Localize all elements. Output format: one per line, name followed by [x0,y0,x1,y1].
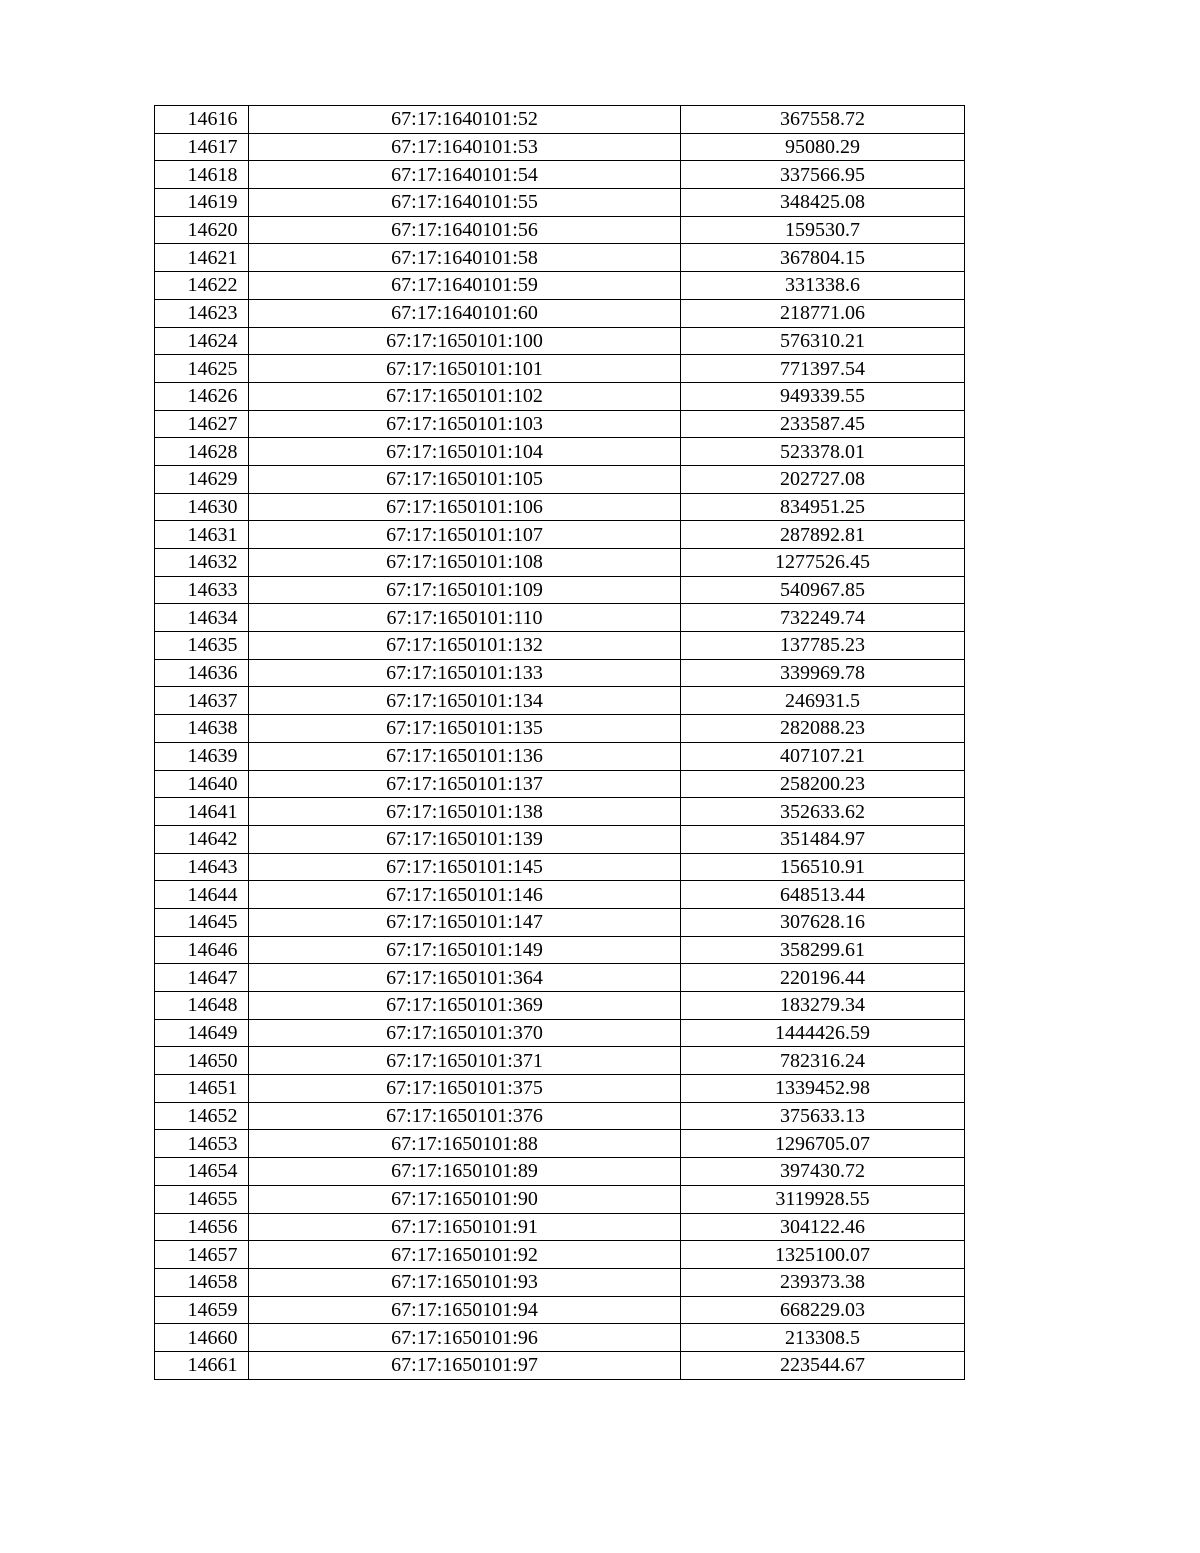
cadastral-number-cell: 67:17:1650101:146 [249,881,681,909]
cadastral-value-cell: 218771.06 [681,299,965,327]
table-row [155,355,965,383]
row-number-cell: 14644 [155,881,249,909]
row-number-cell: 14643 [155,853,249,881]
cadastral-value-cell: 223544.67 [681,1351,965,1379]
row-number-cell: 14621 [155,244,249,272]
cadastral-number-cell: 67:17:1650101:369 [249,992,681,1020]
row-number-cell: 14632 [155,549,249,577]
cadastral-value-cell: 159530.7 [681,216,965,244]
cadastral-value-cell: 523378.01 [681,438,965,466]
cadastral-number-cell: 67:17:1650101:109 [249,576,681,604]
cadastral-number-cell: 67:17:1650101:138 [249,798,681,826]
cadastral-number-cell: 67:17:1650101:149 [249,936,681,964]
table-row [155,881,965,909]
cadastral-value-cell: 375633.13 [681,1102,965,1130]
cadastral-number-cell: 67:17:1650101:139 [249,825,681,853]
row-number-cell: 14657 [155,1241,249,1269]
table-row [155,1241,965,1269]
row-number-cell: 14642 [155,825,249,853]
table-row [155,299,965,327]
cadastral-number-cell: 67:17:1650101:133 [249,659,681,687]
cadastral-value-cell: 397430.72 [681,1158,965,1186]
cadastral-value-cell: 307628.16 [681,908,965,936]
cadastral-value-cell: 668229.03 [681,1296,965,1324]
cadastral-value-cell: 202727.08 [681,465,965,493]
cadastral-value-cell: 287892.81 [681,521,965,549]
table-row [155,410,965,438]
cadastral-number-cell: 67:17:1650101:92 [249,1241,681,1269]
table-row [155,908,965,936]
cadastral-value-cell: 95080.29 [681,133,965,161]
row-number-cell: 14636 [155,659,249,687]
row-number-cell: 14654 [155,1158,249,1186]
cadastral-value-cell: 156510.91 [681,853,965,881]
cadastral-value-cell: 834951.25 [681,493,965,521]
cadastral-number-cell: 67:17:1650101:136 [249,742,681,770]
cadastral-value-cell: 282088.23 [681,715,965,743]
table-row [155,936,965,964]
table-row [155,1019,965,1047]
table-row [155,1213,965,1241]
table-row [155,1185,965,1213]
cadastral-number-cell: 67:17:1640101:55 [249,189,681,217]
row-number-cell: 14628 [155,438,249,466]
document-page [154,105,965,1380]
row-number-cell: 14619 [155,189,249,217]
cadastral-number-cell: 67:17:1650101:364 [249,964,681,992]
table-row [155,521,965,549]
table-row [155,493,965,521]
cadastral-number-cell: 67:17:1650101:104 [249,438,681,466]
cadastral-number-cell: 67:17:1650101:371 [249,1047,681,1075]
row-number-cell: 14620 [155,216,249,244]
cadastral-number-cell: 67:17:1650101:96 [249,1324,681,1352]
cadastral-number-cell: 67:17:1650101:147 [249,908,681,936]
table-row [155,964,965,992]
table-row [155,687,965,715]
cadastral-number-cell: 67:17:1650101:100 [249,327,681,355]
row-number-cell: 14631 [155,521,249,549]
cadastral-number-cell: 67:17:1640101:54 [249,161,681,189]
cadastral-number-cell: 67:17:1650101:375 [249,1075,681,1103]
cadastral-number-cell: 67:17:1650101:108 [249,549,681,577]
table-row [155,992,965,1020]
cadastral-value-cell: 648513.44 [681,881,965,909]
table-row [155,770,965,798]
cadastral-value-cell: 348425.08 [681,189,965,217]
cadastral-number-cell: 67:17:1650101:107 [249,521,681,549]
table-row [155,327,965,355]
cadastral-value-cell: 183279.34 [681,992,965,1020]
row-number-cell: 14616 [155,106,249,134]
table-row [155,1158,965,1186]
table-row [155,825,965,853]
table-row [155,576,965,604]
table-row [155,604,965,632]
table-row [155,1075,965,1103]
cadastral-value-cell: 367804.15 [681,244,965,272]
row-number-cell: 14639 [155,742,249,770]
row-number-cell: 14624 [155,327,249,355]
cadastral-number-cell: 67:17:1650101:134 [249,687,681,715]
row-number-cell: 14655 [155,1185,249,1213]
table-row [155,1324,965,1352]
cadastral-value-cell: 782316.24 [681,1047,965,1075]
cadastral-value-cell: 1339452.98 [681,1075,965,1103]
cadastral-value-cell: 1277526.45 [681,549,965,577]
cadastral-value-cell: 351484.97 [681,825,965,853]
table-row [155,216,965,244]
row-number-cell: 14656 [155,1213,249,1241]
row-number-cell: 14622 [155,272,249,300]
table-body [155,106,965,1380]
cadastral-value-cell: 1444426.59 [681,1019,965,1047]
cadastral-value-cell: 220196.44 [681,964,965,992]
cadastral-number-cell: 67:17:1650101:88 [249,1130,681,1158]
table-row [155,1130,965,1158]
table-row [155,133,965,161]
row-number-cell: 14633 [155,576,249,604]
cadastral-value-cell: 137785.23 [681,632,965,660]
cadastral-number-cell: 67:17:1650101:132 [249,632,681,660]
table-row [155,438,965,466]
table-row [155,1047,965,1075]
table-row [155,632,965,660]
row-number-cell: 14638 [155,715,249,743]
row-number-cell: 14660 [155,1324,249,1352]
cadastral-number-cell: 67:17:1640101:58 [249,244,681,272]
cadastral-value-cell: 540967.85 [681,576,965,604]
cadastral-number-cell: 67:17:1640101:53 [249,133,681,161]
cadastral-value-cell: 358299.61 [681,936,965,964]
row-number-cell: 14637 [155,687,249,715]
cadastral-number-cell: 67:17:1650101:91 [249,1213,681,1241]
row-number-cell: 14649 [155,1019,249,1047]
cadastral-value-cell: 352633.62 [681,798,965,826]
cadastral-value-cell: 1296705.07 [681,1130,965,1158]
row-number-cell: 14629 [155,465,249,493]
row-number-cell: 14645 [155,908,249,936]
table-row [155,1296,965,1324]
row-number-cell: 14641 [155,798,249,826]
row-number-cell: 14634 [155,604,249,632]
cadastral-value-cell: 304122.46 [681,1213,965,1241]
cadastral-value-table [154,105,965,1380]
row-number-cell: 14635 [155,632,249,660]
cadastral-number-cell: 67:17:1650101:376 [249,1102,681,1130]
cadastral-value-cell: 576310.21 [681,327,965,355]
cadastral-value-cell: 339969.78 [681,659,965,687]
row-number-cell: 14625 [155,355,249,383]
row-number-cell: 14627 [155,410,249,438]
table-row [155,382,965,410]
row-number-cell: 14647 [155,964,249,992]
row-number-cell: 14630 [155,493,249,521]
cadastral-value-cell: 771397.54 [681,355,965,383]
row-number-cell: 14623 [155,299,249,327]
row-number-cell: 14650 [155,1047,249,1075]
cadastral-number-cell: 67:17:1650101:370 [249,1019,681,1047]
table-row [155,1351,965,1379]
cadastral-value-cell: 213308.5 [681,1324,965,1352]
table-row [155,853,965,881]
cadastral-number-cell: 67:17:1650101:94 [249,1296,681,1324]
row-number-cell: 14648 [155,992,249,1020]
cadastral-value-cell: 331338.6 [681,272,965,300]
cadastral-value-cell: 732249.74 [681,604,965,632]
table-row [155,715,965,743]
row-number-cell: 14651 [155,1075,249,1103]
row-number-cell: 14646 [155,936,249,964]
row-number-cell: 14618 [155,161,249,189]
row-number-cell: 14626 [155,382,249,410]
cadastral-number-cell: 67:17:1650101:110 [249,604,681,632]
cadastral-number-cell: 67:17:1650101:90 [249,1185,681,1213]
cadastral-value-cell: 949339.55 [681,382,965,410]
cadastral-number-cell: 67:17:1640101:56 [249,216,681,244]
row-number-cell: 14617 [155,133,249,161]
cadastral-number-cell: 67:17:1650101:145 [249,853,681,881]
cadastral-number-cell: 67:17:1650101:101 [249,355,681,383]
cadastral-value-cell: 1325100.07 [681,1241,965,1269]
table-row [155,161,965,189]
table-row [155,798,965,826]
cadastral-value-cell: 239373.38 [681,1268,965,1296]
table-row [155,742,965,770]
cadastral-value-cell: 246931.5 [681,687,965,715]
cadastral-value-cell: 407107.21 [681,742,965,770]
cadastral-value-cell: 367558.72 [681,106,965,134]
row-number-cell: 14652 [155,1102,249,1130]
table-row [155,465,965,493]
table-row [155,1102,965,1130]
cadastral-number-cell: 67:17:1650101:105 [249,465,681,493]
cadastral-number-cell: 67:17:1650101:103 [249,410,681,438]
cadastral-number-cell: 67:17:1640101:59 [249,272,681,300]
cadastral-number-cell: 67:17:1650101:93 [249,1268,681,1296]
row-number-cell: 14653 [155,1130,249,1158]
cadastral-number-cell: 67:17:1650101:106 [249,493,681,521]
row-number-cell: 14659 [155,1296,249,1324]
cadastral-number-cell: 67:17:1650101:89 [249,1158,681,1186]
cadastral-number-cell: 67:17:1650101:97 [249,1351,681,1379]
table-row [155,659,965,687]
cadastral-value-cell: 3119928.55 [681,1185,965,1213]
table-row [155,244,965,272]
cadastral-number-cell: 67:17:1650101:137 [249,770,681,798]
table-row [155,1268,965,1296]
table-row [155,549,965,577]
cadastral-number-cell: 67:17:1650101:102 [249,382,681,410]
cadastral-number-cell: 67:17:1640101:60 [249,299,681,327]
row-number-cell: 14661 [155,1351,249,1379]
cadastral-number-cell: 67:17:1650101:135 [249,715,681,743]
row-number-cell: 14658 [155,1268,249,1296]
cadastral-value-cell: 258200.23 [681,770,965,798]
table-row [155,106,965,134]
cadastral-number-cell: 67:17:1640101:52 [249,106,681,134]
table-row [155,272,965,300]
cadastral-value-cell: 233587.45 [681,410,965,438]
cadastral-value-cell: 337566.95 [681,161,965,189]
table-row [155,189,965,217]
row-number-cell: 14640 [155,770,249,798]
